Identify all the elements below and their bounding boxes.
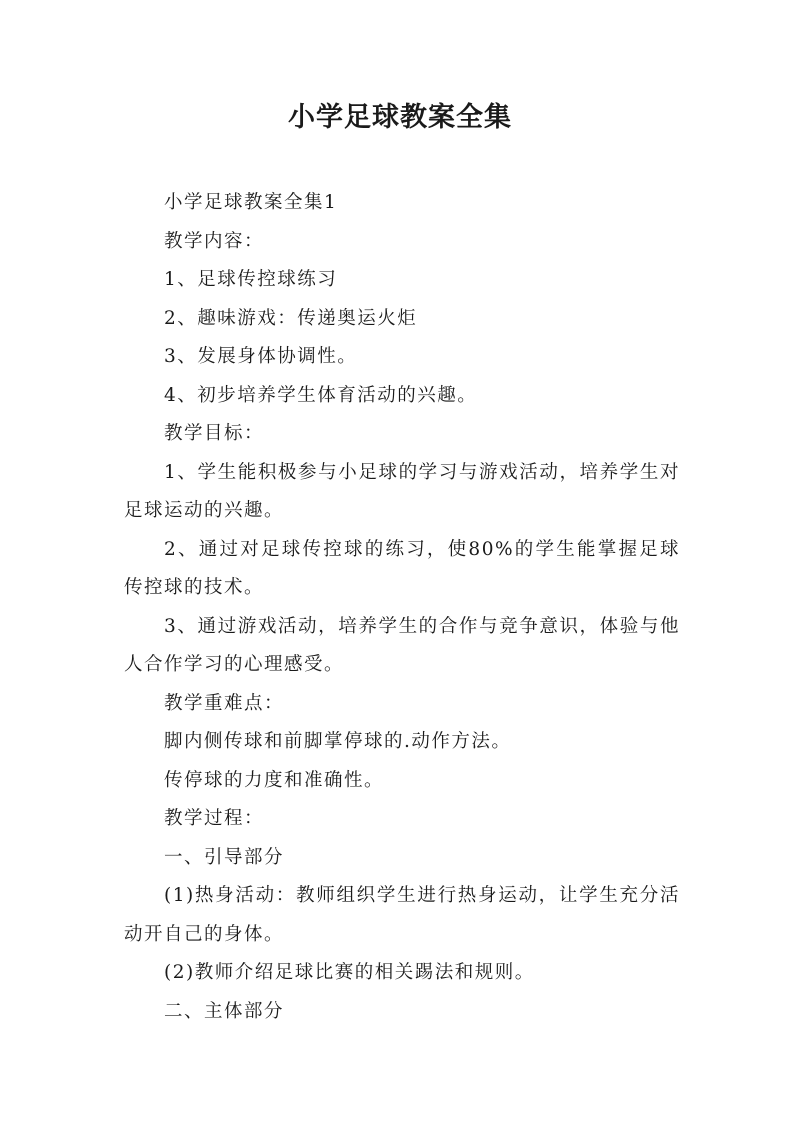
paragraph-content-item-4: 4、初步培养学生体育活动的兴趣。 <box>164 384 478 406</box>
paragraph-process-label: 教学过程： <box>164 808 265 829</box>
paragraph-goal-3: 3、通过游戏活动，培养学生的合作与竞争意识，体验与他人合作学习的心理感受。 <box>124 615 680 675</box>
paragraph-step-1: (1)热身活动：教师组织学生进行热身运动，让学生充分活动开自己的身体。 <box>124 885 680 945</box>
paragraph-goal-2: 2、通过对足球传控球的练习，使80%的学生能掌握足球传控球的技术。 <box>124 538 680 598</box>
paragraph-content-item-1: 1、足球传控球练习 <box>164 269 338 290</box>
paragraph-goal-1: 1、学生能积极参与小足球的学习与游戏活动，培养学生对足球运动的兴趣。 <box>124 461 680 521</box>
document-title: 小学足球教案全集 <box>288 102 512 133</box>
paragraph-content-item-2: 2、趣味游戏：传递奥运火炬 <box>164 307 418 329</box>
paragraph-step-2: (2)教师介绍足球比赛的相关踢法和规则。 <box>164 962 535 983</box>
paragraph-key-points-label: 教学重难点： <box>164 692 285 714</box>
paragraph-section-1: 一、引导部分 <box>164 846 285 868</box>
paragraph-goals-label: 教学目标： <box>164 423 265 444</box>
paragraph-content-label: 教学内容： <box>164 230 265 252</box>
paragraph-key-point-1: 脚内侧传球和前脚掌停球的.动作方法。 <box>164 731 512 752</box>
document-body <box>124 184 680 1031</box>
paragraph-heading-1: 小学足球教案全集1 <box>164 192 338 213</box>
paragraph-section-2: 二、主体部分 <box>164 1000 285 1022</box>
paragraph-key-point-2: 传停球的力度和准确性。 <box>164 769 385 791</box>
paragraph-content-item-3: 3、发展身体协调性。 <box>164 346 358 367</box>
